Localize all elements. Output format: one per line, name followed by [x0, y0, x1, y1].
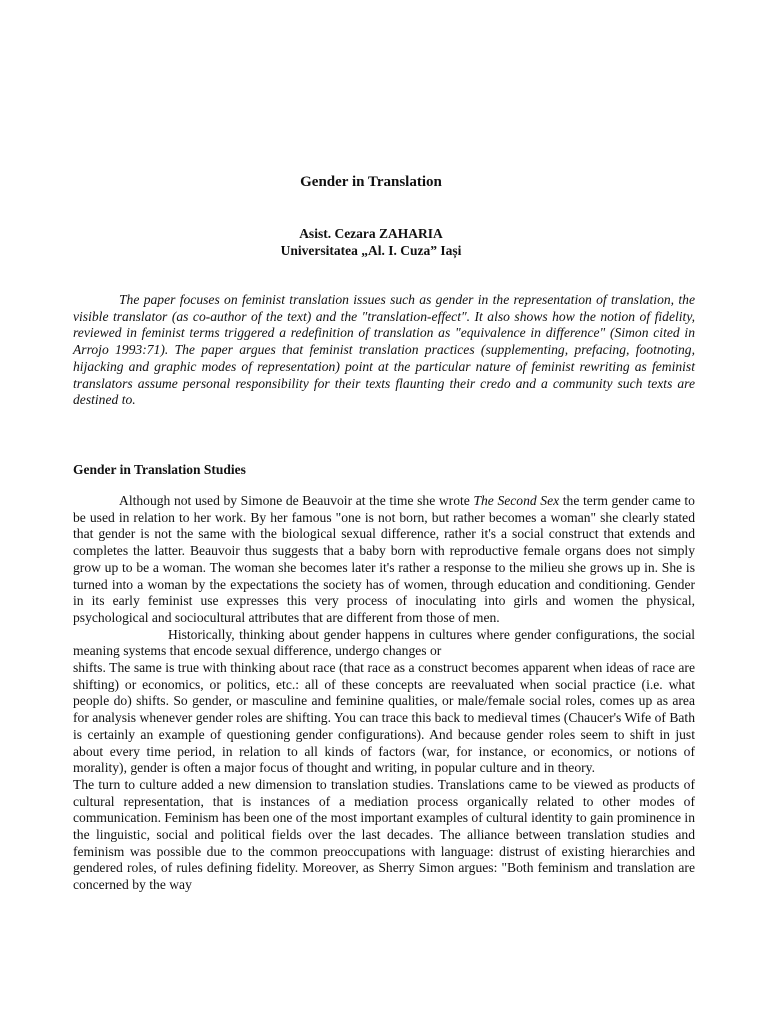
body-paragraph-3: The turn to culture added a new dimension to translation studies. Translations came to be viewed as products of cultural representation, that is instances of a mediation process organically related to other modes of communication. Feminism has been one of the most important examples of cultural identity to gain prominence in the linguistic, social and political fields over the last decades. The alliance between translation studies and feminism was possible due to the common preoccupations with language: distrust of existing hierarchies and gendered roles, of rules defining fidelity. Moreover, as Sherry Simon argues: "Both feminism and translation are concerned by the way: [73, 776, 695, 893]
author-name: Asist. Cezara ZAHARIA: [299, 226, 443, 241]
paper-title: Gender in Translation: [300, 174, 442, 190]
section-body: [73, 493, 695, 894]
body-paragraph-2-start: Historically, thinking about gender happens in cultures where gender configurations, the social meaning systems that encode sexual difference, undergo changes or: [73, 626, 695, 659]
book-title: The Second Sex: [473, 493, 560, 508]
author-affiliation: Universitatea „Al. I. Cuza” Iași: [280, 243, 462, 258]
body-paragraph-2-cont: shifts. The same is true with thinking about race (that race as a construct becomes apparent when ideas of race are shifting) or economics, or politics, etc.: all of these concepts are reevaluated when social practice (i.e. what people do) shifts. So gender, or masculine and feminine qualities, or male/female social roles, comes up as area for analysis whenever gender roles are shifting. You can trace this back to medieval times (Chaucer's Wife of Bath is certainly an example of questioning gender configurations). And because gender roles seem to shift in just about every time period, in relation to all kinds of factors (war, for instance, or economics, or notions of morality), gender is often a major focus of thought and writing, in popular culture and in theory.: [73, 660, 695, 776]
p1-text-before: Although not used by Simone de Beauvoir at the time she wrote: [119, 493, 474, 508]
body-paragraph-1: [73, 493, 695, 627]
p1-text-after: the term gender came to be used in relation to her work. By her famous "one is not born, but rather becomes a woman" she clearly stated that gender is not the same with the biological sexual difference, rather it's a social construct that extends and completes the latter. Beauvoir thus suggests that a baby born with reproductive female organs does not simply grow up to be a woman. The woman she becomes later it's rather a response to the milieu she grows up in. She is turned into a woman by the expectations the society has of women, through education and conditioning. Gender in its early feminist use expresses this very process of inoculating into girls and women the physical, psychological and sociocultural attributes that are different from those of men.: [73, 493, 695, 625]
section-heading: Gender in Translation Studies: [73, 462, 246, 477]
abstract-paragraph: The paper focuses on feminist translation issues such as gender in the representation of translation, the visible translator (as co-author of the text) and the ″translation-effect″. It also shows how the notion of fidelity, reviewed in feminist terms triggered a redefinition of translation as "equivalence in difference" (Simon cited in Arrojo 1993:71). The paper argues that feminist translation practices (supplementing, prefacing, footnoting, hijacking and graphic modes of representation) point at the particular nature of feminist rewriting as feminist translators assume personal responsibility for their texts flaunting their credo and a community such texts are destined to.: [73, 292, 695, 408]
